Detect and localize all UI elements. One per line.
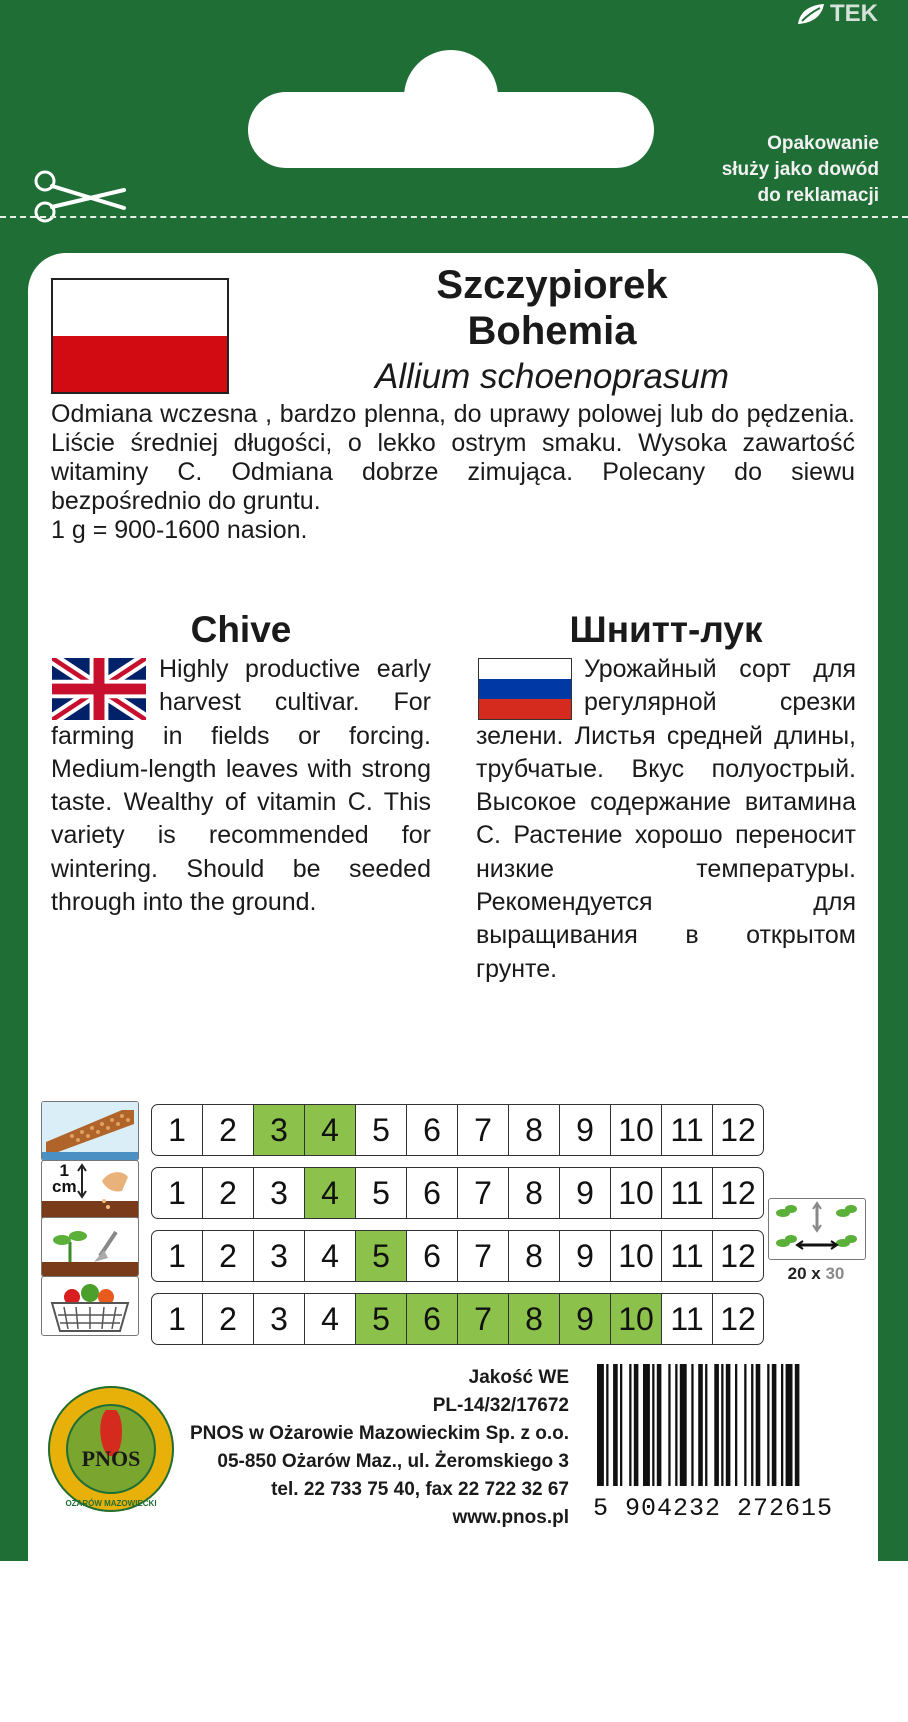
calendar-month-cell: 11 bbox=[662, 1231, 713, 1281]
calendar-month-cell: 11 bbox=[662, 1294, 713, 1344]
calendar-month-cell: 7 bbox=[458, 1168, 509, 1218]
calendar-month-cell: 2 bbox=[203, 1168, 254, 1218]
depth-value: 1 bbox=[59, 1161, 70, 1180]
company-address: 05-850 Ożarów Maz., ul. Żeromskiego 3 bbox=[217, 1451, 569, 1472]
barcode-bar bbox=[735, 1364, 737, 1486]
company-website[interactable]: www.pnos.pl bbox=[452, 1507, 569, 1528]
title-en: Chive bbox=[190, 609, 292, 650]
description-pl bbox=[51, 400, 855, 545]
description-ru bbox=[476, 653, 856, 986]
calendar-month-cell: 11 bbox=[662, 1105, 713, 1155]
calendar-month-cell: 12 bbox=[720, 1237, 756, 1274]
barcode-bar bbox=[772, 1364, 777, 1486]
barcode-bar bbox=[795, 1364, 800, 1486]
spacing-separator: x bbox=[811, 1264, 821, 1283]
leaf-logo-icon bbox=[796, 3, 826, 25]
registry-code: PL-14/32/17672 bbox=[432, 1395, 569, 1416]
barcode-bar bbox=[675, 1364, 677, 1486]
calendar-month-cell: 3 bbox=[254, 1105, 305, 1155]
seed-tray-icon bbox=[41, 1101, 139, 1161]
calendar-month-cell: 2 bbox=[203, 1231, 254, 1281]
variety-name: Bohemia bbox=[467, 309, 637, 353]
calendar-month-cell: 9 bbox=[560, 1168, 611, 1218]
barcode-bar bbox=[714, 1364, 719, 1486]
calendar-month-cell: 6 bbox=[407, 1105, 458, 1155]
hang-hole-top bbox=[404, 50, 498, 144]
calendar-month-cell: 8 bbox=[509, 1105, 560, 1155]
sowing-depth-icon bbox=[41, 1160, 139, 1220]
barcode-bar bbox=[786, 1364, 793, 1486]
calendar-month-cell: 2 bbox=[203, 1294, 254, 1344]
calendar-month-cell: 3 bbox=[254, 1294, 305, 1344]
calendar-row-sowing-ground bbox=[151, 1167, 764, 1219]
calendar-month-cell: 8 bbox=[509, 1168, 560, 1218]
barcode-bar bbox=[756, 1364, 761, 1486]
barcode-bar bbox=[629, 1364, 631, 1486]
barcode-bar bbox=[657, 1364, 662, 1486]
barcode-bar bbox=[726, 1364, 731, 1486]
barcode-bar bbox=[767, 1364, 769, 1486]
calendar-month-cell: 4 bbox=[305, 1105, 356, 1155]
calendar-month-cell: 5 bbox=[356, 1231, 407, 1281]
company-name: PNOS w Ożarowie Mazowieckim Sp. z o.o. bbox=[189, 1423, 569, 1444]
barcode-bar bbox=[705, 1364, 707, 1486]
cut-line bbox=[0, 216, 908, 218]
calendar-month-cell: 11 bbox=[662, 1168, 713, 1218]
title-ru: Шнитт-лук bbox=[569, 609, 763, 650]
calendar-month-cell: 12 bbox=[720, 1111, 756, 1148]
description-pl-text: Odmiana wczesna , bardzo plenna, do uprawy polowej lub do pędzenia. Liście średniej długości, o lekko ostrym smaku. Wysoka zawartość witaminy C. Odmiana dobrze zimująca. Polecany do siewu bezpośrednio do gruntu. bbox=[51, 400, 855, 515]
barcode-bar bbox=[643, 1364, 650, 1486]
barcode bbox=[593, 1364, 853, 1486]
barcode-bar bbox=[744, 1364, 746, 1486]
calendar-month-cell: 3 bbox=[254, 1231, 305, 1281]
barcode-bar bbox=[751, 1364, 753, 1486]
barcode-digits: 5 904232 272615 bbox=[593, 1494, 834, 1523]
svg-text:PNOS: PNOS bbox=[81, 1446, 141, 1471]
transplant-icon bbox=[41, 1217, 139, 1277]
calendar-month-cell: 10 bbox=[611, 1168, 662, 1218]
depth-unit: cm bbox=[52, 1177, 77, 1196]
calendar-month-cell: 6 bbox=[407, 1168, 458, 1218]
calendar-month-cell: 9 bbox=[560, 1294, 611, 1344]
harvest-basket-icon bbox=[41, 1276, 139, 1336]
description-ru-text: Урожайный сорт для регулярной срезки зелени. Листья средней длины, трубчатые. Вкус полуострый. Высокое содержание витамина С. Растение хорошо переносит низкие температуры. Рекомендуется для выращивания в открытом грунте. bbox=[476, 655, 856, 983]
claim-line: Opakowanie bbox=[767, 133, 879, 154]
calendar-month-cell: 12 bbox=[720, 1300, 756, 1337]
barcode-bar bbox=[781, 1364, 783, 1486]
calendar-month-cell: 6 bbox=[407, 1294, 458, 1344]
barcode-bar bbox=[620, 1364, 622, 1486]
latin-name: Allium schoenoprasum bbox=[374, 357, 730, 396]
row-spacing: 20 bbox=[787, 1264, 807, 1283]
company-info bbox=[175, 1364, 569, 1532]
calendar-month-cell: 9 bbox=[560, 1231, 611, 1281]
calendar-month-cell: 4 bbox=[305, 1168, 356, 1218]
calendar-month-cell: 5 bbox=[356, 1105, 407, 1155]
plant-spacing-icon bbox=[768, 1198, 866, 1260]
calendar-month-cell: 6 bbox=[407, 1231, 458, 1281]
calendar-month-cell: 1 bbox=[152, 1231, 203, 1281]
calendar-month-cell: 7 bbox=[458, 1231, 509, 1281]
barcode-bar bbox=[606, 1364, 608, 1486]
calendar-row-sowing-tray bbox=[151, 1104, 764, 1156]
calendar-month-cell: 8 bbox=[509, 1231, 560, 1281]
calendar-month-cell: 1 bbox=[152, 1294, 203, 1344]
barcode-bar bbox=[680, 1364, 687, 1486]
calendar-month-cell: 3 bbox=[254, 1168, 305, 1218]
claim-line: służy jako dowód bbox=[721, 159, 879, 180]
plant-spacing-label bbox=[768, 1264, 864, 1284]
claim-line: do reklamacji bbox=[757, 185, 879, 206]
barcode-bar bbox=[613, 1364, 618, 1486]
calendar-month-cell: 4 bbox=[305, 1231, 356, 1281]
calendar-month-cell: 5 bbox=[356, 1294, 407, 1344]
calendar-month-cell: 8 bbox=[509, 1294, 560, 1344]
product-name: Szczypiorek bbox=[436, 263, 668, 307]
calendar-row-transplant bbox=[151, 1230, 764, 1282]
claim-note bbox=[722, 131, 879, 209]
company-phone: tel. 22 733 75 40, fax 22 722 32 67 bbox=[271, 1479, 569, 1500]
brand-name: TEK bbox=[830, 0, 878, 27]
calendar-row-harvest bbox=[151, 1293, 764, 1345]
description-en bbox=[51, 653, 431, 919]
calendar-month-cell: 12 bbox=[720, 1174, 756, 1211]
calendar-month-cell: 5 bbox=[356, 1168, 407, 1218]
svg-text:OŻARÓW MAZOWIECKI: OŻARÓW MAZOWIECKI bbox=[65, 1499, 157, 1508]
calendar-month-cell: 2 bbox=[203, 1105, 254, 1155]
calendar-month-cell: 1 bbox=[152, 1105, 203, 1155]
poland-flag-icon bbox=[51, 278, 229, 394]
calendar-month-cell: 10 bbox=[611, 1294, 662, 1344]
barcode-bar bbox=[668, 1364, 670, 1486]
calendar-month-cell: 7 bbox=[458, 1105, 509, 1155]
brand-mark bbox=[796, 0, 878, 28]
seed-count: 1 g = 900-1600 nasion. bbox=[51, 516, 308, 544]
calendar-month-cell: 7 bbox=[458, 1294, 509, 1344]
calendar-month-cell: 9 bbox=[560, 1105, 611, 1155]
quality-label: Jakość WE bbox=[468, 1367, 569, 1388]
calendar-month-cell: 10 bbox=[611, 1105, 662, 1155]
calendar-month-cell: 1 bbox=[152, 1168, 203, 1218]
calendar-month-cell: 4 bbox=[305, 1294, 356, 1344]
barcode-bar bbox=[691, 1364, 693, 1486]
description-en-text: Highly productive early harvest cultivar. For farming in fields or forcing. Medium-length leaves with strong taste. Wealthy of vitamin C. This variety is recommended for wintering. Should be seeded through into the ground. bbox=[51, 655, 431, 917]
barcode-bar bbox=[634, 1364, 639, 1486]
pnos-logo bbox=[46, 1384, 176, 1514]
barcode-bar bbox=[652, 1364, 654, 1486]
plant-spacing: 30 bbox=[825, 1264, 845, 1283]
barcode-bar bbox=[597, 1364, 604, 1486]
barcode-bar bbox=[721, 1364, 723, 1486]
calendar-month-cell: 10 bbox=[611, 1231, 662, 1281]
barcode-bar bbox=[698, 1364, 703, 1486]
